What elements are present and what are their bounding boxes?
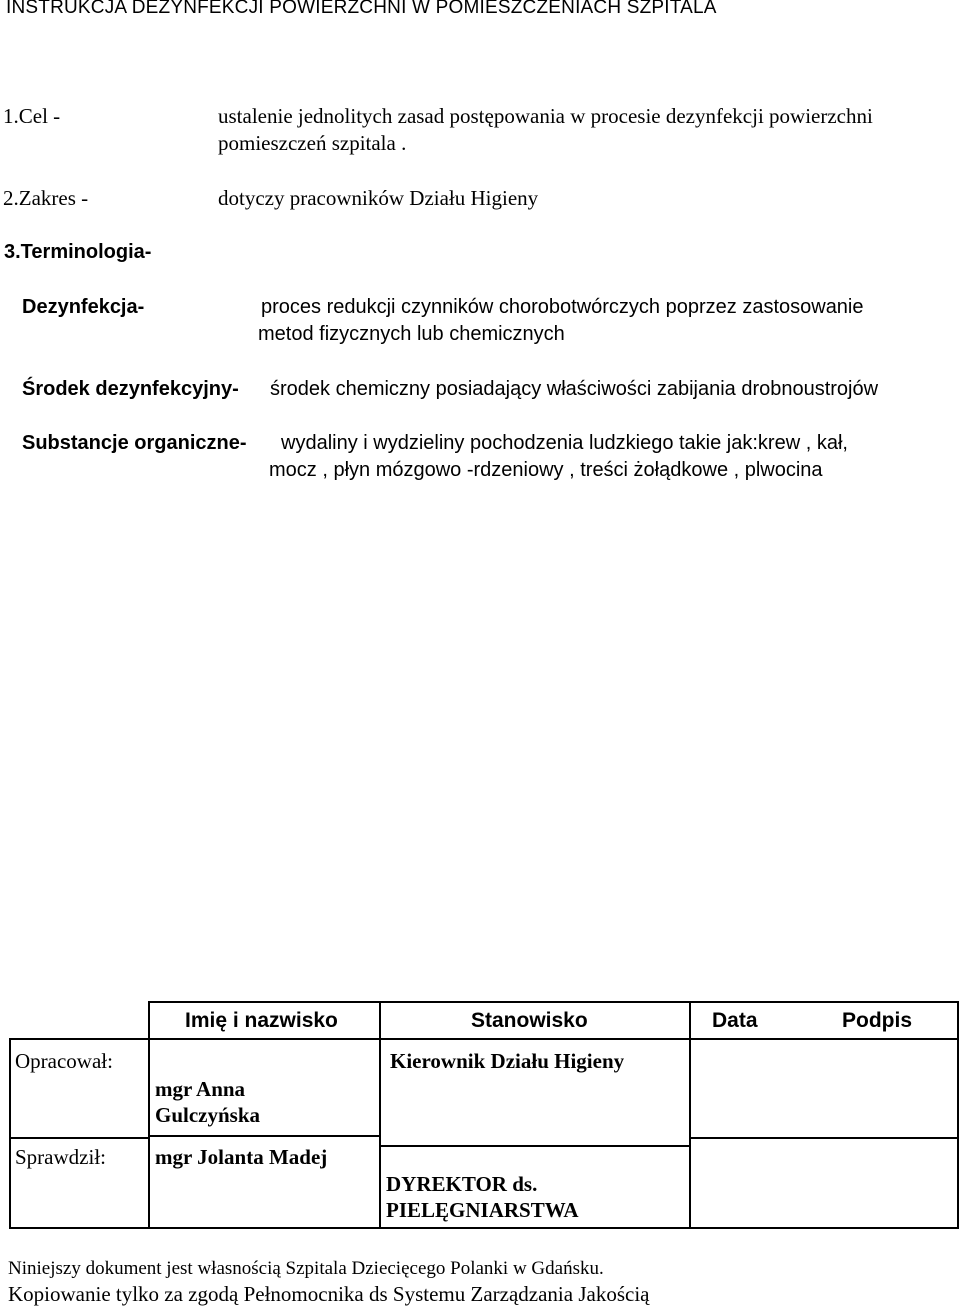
footer-ownership-note: Niniejszy dokument jest własnością Szpitala Dziecięcego Polanki w Gdańsku.: [8, 1258, 604, 1279]
table-row-2-name: mgr Jolanta Madej: [155, 1145, 328, 1169]
term-substancje-definition-line1: wydaliny i wydzieliny pochodzenia ludzkiego takie jak:krew , kał,: [281, 432, 848, 454]
term-dezynfekcja-definition-line2: metod fizycznych lub chemicznych: [258, 323, 565, 345]
table-border-bottom: [9, 1227, 959, 1229]
table-row-divider-name: [149, 1135, 379, 1137]
signature-table: [9, 1001, 959, 1229]
table-row-divider-position: [379, 1145, 689, 1147]
table-header-name: Imię i nazwisko: [185, 1009, 338, 1032]
table-header-position: Stanowisko: [471, 1009, 588, 1032]
term-substancje: Substancje organiczne-: [22, 432, 247, 454]
table-row-divider-date-signature: [689, 1137, 959, 1139]
table-header-divider: [9, 1038, 959, 1040]
table-row-2-position: DYREKTOR ds. PIELĘGNIARSTWA: [386, 1172, 579, 1222]
table-col-divider-3: [689, 1001, 691, 1229]
table-row-2-role: Sprawdził:: [15, 1145, 106, 1169]
section-cel-label: 1.Cel -: [3, 104, 61, 128]
table-col-divider-1: [148, 1001, 150, 1229]
table-header-signature: Podpis: [842, 1009, 913, 1032]
term-srodek-definition: środek chemiczny posiadający właściwości zabijania drobnoustrojów: [270, 378, 879, 400]
table-row-1-position: Kierownik Działu Higieny: [390, 1049, 625, 1073]
term-srodek: Środek dezynfekcyjny-: [22, 378, 239, 400]
table-row-divider-role: [9, 1137, 149, 1139]
footer-copy-note: Kopiowanie tylko za zgodą Pełnomocnika ds Systemu Zarządzania Jakością: [8, 1282, 650, 1306]
document-title: INSTRUKCJA DEZYNFEKCJI POWIERZCHNI W POMIESZCZENIACH SZPITALA: [6, 0, 717, 18]
section-zakres-label: 2.Zakres -: [3, 186, 89, 210]
table-row-1-name: mgr Anna Gulczyńska: [155, 1077, 261, 1127]
term-dezynfekcja-definition-line1: proces redukcji czynników chorobotwórczych poprzez zastosowanie: [261, 296, 864, 318]
section-zakres-text: dotyczy pracowników Działu Higieny: [218, 186, 539, 210]
table-border-right: [957, 1001, 959, 1229]
table-border-top: [149, 1001, 959, 1003]
table-border-left: [9, 1038, 11, 1229]
table-header-date: Data: [712, 1009, 758, 1032]
table-col-divider-2: [379, 1001, 381, 1229]
section-cel-text-line1: ustalenie jednolitych zasad postępowania w procesie dezynfekcji powierzchni: [218, 104, 873, 128]
term-dezynfekcja: Dezynfekcja-: [22, 296, 145, 318]
section-terminologia-label: 3.Terminologia-: [4, 241, 152, 263]
table-row-1-role: Opracował:: [15, 1049, 113, 1073]
term-substancje-definition-line2: mocz , płyn mózgowo -rdzeniowy , treści żołądkowe , plwocina: [269, 459, 823, 481]
section-cel-text-line2: pomieszczeń szpitala .: [218, 131, 407, 155]
